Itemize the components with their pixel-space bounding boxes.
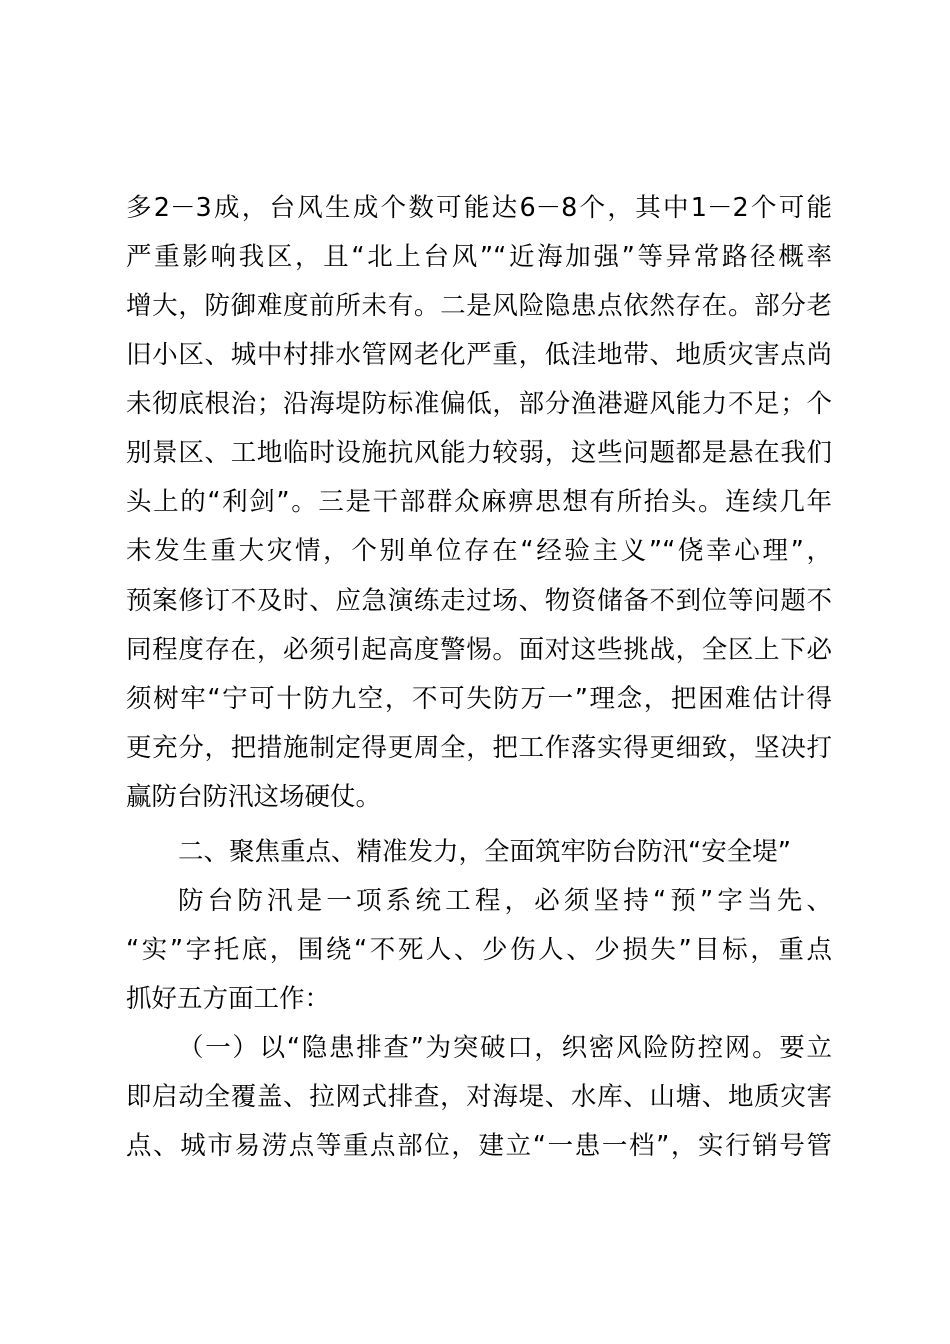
text-line: 即启动全覆盖、拉网式排查，对海堤、水库、山塘、地质灾害 xyxy=(126,1082,832,1112)
subsection-line: （一）以“隐患排查”为突破口，织密风险防控网。要立 xyxy=(178,1033,832,1063)
text-line: 未彻底根治；沿海堤防标准偏低，部分渔港避风能力不足；个 xyxy=(126,389,832,419)
text-line: 同程度存在，必须引起高度警惕。面对这些挑战，全区上下必 xyxy=(126,635,832,665)
text-line: “实”字托底，围绕“不死人、少伤人、少损失”目标，重点 xyxy=(126,935,832,965)
text-line: 别景区、工地临时设施抗风能力较弱，这些问题都是悬在我们 xyxy=(126,438,832,468)
text-line: 防台防汛是一项系统工程，必须坚持“预”字当先、 xyxy=(178,886,832,916)
text-line: 头上的“利剑”。三是干部群众麻痹思想有所抬头。连续几年 xyxy=(126,487,832,517)
text-line: 预案修订不及时、应急演练走过场、物资储备不到位等问题不 xyxy=(126,586,832,616)
text-line: 赢防台防汛这场硬仗。 xyxy=(126,782,382,812)
text-line: 点、城市易涝点等重点部位，建立“一患一档”，实行销号管 xyxy=(126,1131,832,1161)
text-line: 更充分，把措施制定得更周全，把工作落实得更细致，坚决打 xyxy=(126,733,832,763)
text-line: 未发生重大灾情，个别单位存在“经验主义”“侥幸心理”， xyxy=(126,536,832,566)
text-line: 旧小区、城中村排水管网老化严重，低洼地带、地质灾害点尚 xyxy=(126,340,832,370)
section-heading: 二、聚焦重点、精准发力，全面筑牢防台防汛“安全堤” xyxy=(178,837,791,867)
text-line: 抓好五方面工作： xyxy=(126,984,331,1014)
text-line: 增大，防御难度前所未有。二是风险隐患点依然存在。部分老 xyxy=(126,291,832,321)
text-line: 多2－3成，台风生成个数可能达6－8个，其中1－2个可能 xyxy=(126,193,832,223)
text-line: 严重影响我区，且“北上台风”“近海加强”等异常路径概率 xyxy=(126,242,832,272)
text-line: 须树牢“宁可十防九空，不可失防万一”理念，把困难估计得 xyxy=(126,684,832,714)
